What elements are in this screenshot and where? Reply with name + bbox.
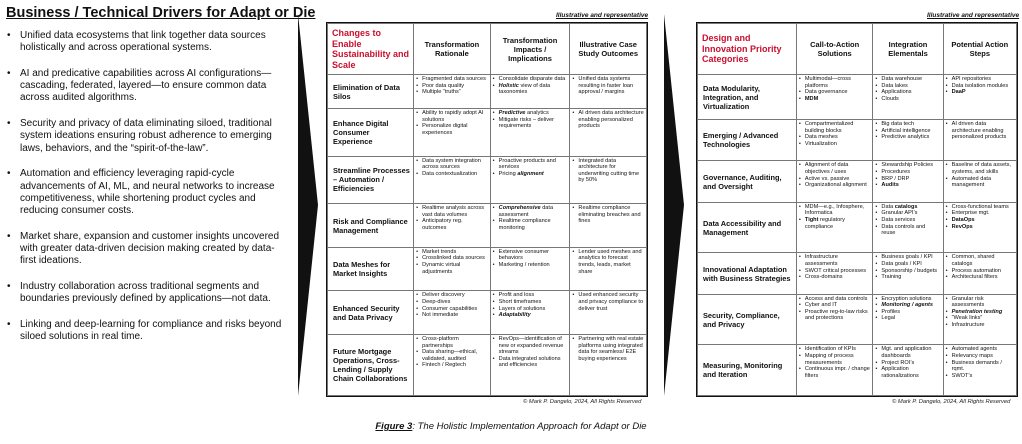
table-cell [873, 120, 943, 161]
illustrative-note: Illustrative and representative [556, 12, 649, 19]
table-row [698, 120, 1017, 161]
row-label: Enhance Digital Consumer Experience [328, 109, 414, 157]
cell-bullet: • Compartmentalized building blocks [799, 121, 871, 134]
cell-bullet: • Poor data quality [416, 83, 488, 90]
cell-bullet: • Access and data controls [799, 296, 871, 303]
chevron-arrow-icon [298, 14, 318, 396]
cell-bullet: • Layers of solutions [493, 306, 568, 313]
cell-bullet: • Comprehensive data assessment [493, 205, 568, 218]
cell-bullet: • BRP / DRP [875, 176, 940, 183]
cell-bullet: • Lender used meshes and analytics to forecast trends, leads, market share [572, 249, 644, 275]
cell-bullet: • Partnering with real estate platforms using integrated data for seamless/ E2E buying experiences [572, 336, 644, 362]
table-cell [414, 204, 491, 248]
illustrative-note: Illustrative and representative [927, 12, 1020, 19]
cell-bullet: • Data warehouse [875, 76, 940, 83]
table-cell [796, 294, 873, 345]
cell-bullet: • DataOps [946, 217, 1014, 224]
table-row [328, 109, 647, 157]
cell-bullet: • Architectural filters [946, 274, 1014, 281]
table-cell [570, 335, 647, 396]
cell-bullet: • Multimodal—cross platforms [799, 76, 871, 89]
cell-bullet: • RevOps—identification of new or expanded revenue streams [493, 336, 568, 356]
table-cell [570, 291, 647, 335]
table-cell [873, 161, 943, 202]
table-cell [490, 109, 570, 157]
table-row [328, 204, 647, 248]
row-label: Measuring, Monitoring and Iteration [698, 345, 797, 396]
figure-number: Figure 3 [375, 421, 413, 432]
table-cell [414, 291, 491, 335]
cell-bullet: • API repositories [946, 76, 1014, 83]
cell-bullet: • Data services [875, 217, 940, 224]
row-label: Streamline Processes – Automation / Efficiencies [328, 156, 414, 204]
driver-item: • Market share, expansion and customer insights uncovered with greater data-driven decision making created by data-first ideations. [6, 231, 288, 268]
cell-bullet: • Market trends [416, 249, 488, 256]
column-header: Integration Elementals [873, 24, 943, 75]
table-row [328, 291, 647, 335]
cell-bullet: • AI driven data architecture enabling personalized products [946, 121, 1014, 141]
cell-bullet: • Not immediate [416, 312, 488, 319]
table-cell [414, 247, 491, 291]
cell-bullet: • Business demands / rqmt. [946, 360, 1014, 373]
cell-bullet: • Data goals / KPI [875, 261, 940, 268]
table-row [698, 253, 1017, 294]
cell-bullet: • Relevancy maps [946, 353, 1014, 360]
cell-bullet: • Audits [875, 182, 940, 189]
cell-bullet: • Dynamic virtual adjustments [416, 262, 488, 275]
table-cell [570, 204, 647, 248]
cell-bullet: • SWOT’s [946, 373, 1014, 380]
table-cell [570, 156, 647, 204]
table-cell [490, 335, 570, 396]
cell-bullet: • Proactive products and services [493, 158, 568, 171]
cell-bullet: • Cross-functional teams [946, 204, 1014, 211]
table-cell [943, 294, 1016, 345]
cell-bullet: • Consumer capabilities [416, 306, 488, 313]
cell-bullet: • Mapping of process measurements [799, 353, 871, 366]
cell-bullet: • Organizational alignment [799, 182, 871, 189]
cell-bullet: • Cross-platform partnerships [416, 336, 488, 349]
row-label: Security, Compliance, and Privacy [698, 294, 797, 345]
cell-bullet: • DaaP [946, 89, 1014, 96]
driver-item: • Unified data ecosystems that link together data sources holistically and across operational systems. [6, 30, 288, 54]
cell-bullet: • Realtime compliance eliminating breaches and fines [572, 205, 644, 225]
cell-bullet: • Fintech / Regtech [416, 362, 488, 369]
cell-bullet: • MDM—e.g., Infosphere, Informatica [799, 204, 871, 217]
row-label: Emerging / Advanced Technologies [698, 120, 797, 161]
cell-bullet: • Consolidate disparate data [493, 76, 568, 83]
cell-bullet: • Proactive reg-to-law risks and protections [799, 309, 871, 322]
cell-bullet: • Project ROI’s [875, 360, 940, 367]
column-header: Transformation Impacts / Implications [490, 24, 570, 75]
changes-table-panel [326, 22, 648, 397]
drivers-list [6, 30, 288, 357]
driver-item: • Linking and deep-learning for compliance and risks beyond siloed solutions in real time. [6, 319, 288, 343]
cell-bullet: • Penetration testing [946, 309, 1014, 316]
cell-bullet: • Pricing alignment [493, 171, 568, 178]
cell-bullet: • Deliver discovery [416, 292, 488, 299]
column-header: Illustrative Case Study Outcomes [570, 24, 647, 75]
table-cell [490, 204, 570, 248]
cell-bullet: • Data isolation modules [946, 83, 1014, 90]
cell-bullet: • Cyber and IT [799, 302, 871, 309]
cell-bullet: • Data meshes [799, 134, 871, 141]
cell-bullet: • “Weak links” [946, 315, 1014, 322]
cell-bullet: • Automated agents [946, 346, 1014, 353]
chevron-arrow-icon [664, 14, 684, 396]
table-cell [490, 247, 570, 291]
cell-bullet: • Alignment of data objectives / uses [799, 162, 871, 175]
table-cell [943, 253, 1016, 294]
cell-bullet: • Extensive consumer behaviors [493, 249, 568, 262]
page-title: Business / Technical Drivers for Adapt or Die [6, 5, 316, 21]
table-row [328, 156, 647, 204]
table-row [698, 75, 1017, 120]
cell-bullet: • Profit and loss [493, 292, 568, 299]
table-cell [943, 161, 1016, 202]
cell-bullet: • Predictive analytics [493, 110, 568, 117]
cell-bullet: • Baseline of data assets, systems, and skills [946, 162, 1014, 175]
cell-bullet: • Data governance [799, 89, 871, 96]
cell-bullet: • Anticipatory reg. outcomes [416, 218, 488, 231]
cell-bullet: • Adaptability [493, 312, 568, 319]
driver-item: • AI and predicative capabilities across AI configurations—cascading, federated, layered—to ensure common data across audited algorithms. [6, 68, 288, 105]
cell-bullet: • Tight regulatory compliance [799, 217, 871, 230]
cell-bullet: • SWOT critical processes [799, 268, 871, 275]
cell-bullet: • Infrastructure [946, 322, 1014, 329]
cell-bullet: • Data lakes [875, 83, 940, 90]
cell-bullet: • Mgt. and application dashboards [875, 346, 940, 359]
table-cell [414, 109, 491, 157]
cell-bullet: • Data sharing—ethical, validated, audited [416, 349, 488, 362]
copyright-note: © Mark P. Dangelo, 2024, All Rights Reserved [523, 399, 642, 405]
cell-bullet: • Enterprise mgt. [946, 210, 1014, 217]
cell-bullet: • Active vs. passive [799, 176, 871, 183]
table-cell [943, 345, 1016, 396]
cell-bullet: • Holistic view of data taxonomies [493, 83, 568, 96]
table-cell [796, 253, 873, 294]
table-corner-heading: Changes to Enable Sustainability and Scale [328, 24, 414, 75]
cell-bullet: • Cross-domains [799, 274, 871, 281]
table-cell [570, 109, 647, 157]
table-cell [873, 253, 943, 294]
cell-bullet: • Training [875, 274, 940, 281]
design-table-panel [696, 22, 1018, 397]
table-cell [943, 202, 1016, 253]
driver-item: • Industry collaboration across traditional segments and boundaries previously defined by applications—not data. [6, 281, 288, 305]
row-label: Elimination of Data Silos [328, 75, 414, 109]
table-row [698, 161, 1017, 202]
cell-bullet: • Integrated data architecture for underwriting cutting time by 50% [572, 158, 644, 184]
table-row [328, 335, 647, 396]
row-label: Data Accessibility and Management [698, 202, 797, 253]
row-label: Innovational Adaptation with Business Strategies [698, 253, 797, 294]
cell-bullet: • Predictive analytics [875, 134, 940, 141]
cell-bullet: • Multiple “truths” [416, 89, 488, 96]
cell-bullet: • Continuous impr. / change filters [799, 366, 871, 379]
cell-bullet: • Realtime analysis across vast data volumes [416, 205, 488, 218]
cell-bullet: • Fragmented data sources [416, 76, 488, 83]
cell-bullet: • Infrastructure assessments [799, 254, 871, 267]
table-cell [873, 202, 943, 253]
cell-bullet: • AI driven data architecture enabling personalized products [572, 110, 644, 130]
cell-bullet: • Marketing / retention [493, 262, 568, 269]
cell-bullet: • Personalize digital experiences [416, 123, 488, 136]
table-cell [873, 345, 943, 396]
design-table [697, 23, 1017, 396]
changes-table [327, 23, 647, 396]
table-cell [490, 156, 570, 204]
driver-item: • Security and privacy of data eliminating siloed, traditional system ideations ensuring robust adherence to emerging laws, behaviors, and the “spirit-of-the-law”. [6, 118, 288, 155]
cell-bullet: • Data controls and reuse [875, 224, 940, 237]
table-row [698, 345, 1017, 396]
cell-bullet: • Automated data management [946, 176, 1014, 189]
table-cell [796, 120, 873, 161]
table-cell [796, 202, 873, 253]
cell-bullet: • RevOps [946, 224, 1014, 231]
cell-bullet: • Crosslinked data sources [416, 255, 488, 262]
cell-bullet: • Profiles [875, 309, 940, 316]
cell-bullet: • Applications [875, 89, 940, 96]
table-cell [796, 75, 873, 120]
cell-bullet: • Monitoring / agents [875, 302, 940, 309]
cell-bullet: • Granular API’s [875, 210, 940, 217]
column-header: Transformation Rationale [414, 24, 491, 75]
table-cell [570, 75, 647, 109]
table-cell [414, 156, 491, 204]
cell-bullet: • Artificial intelligence [875, 128, 940, 135]
cell-bullet: • Identification of KPIs [799, 346, 871, 353]
table-cell [490, 75, 570, 109]
row-label: Data Modularity, Integration, and Virtualization [698, 75, 797, 120]
figure-caption-text: : The Holistic Implementation Approach for Adapt or Die [412, 421, 647, 432]
table-cell [490, 291, 570, 335]
copyright-note: © Mark P. Dangelo, 2024, All Rights Reserved [892, 399, 1011, 405]
cell-bullet: • Data system integration across sources [416, 158, 488, 171]
cell-bullet: • Used enhanced security and privacy compliance to deliver trust [572, 292, 644, 312]
table-cell [570, 247, 647, 291]
cell-bullet: • Data contextualization [416, 171, 488, 178]
cell-bullet: • Data integrated solutions and efficiencies [493, 356, 568, 369]
table-row [698, 202, 1017, 253]
cell-bullet: • Ability to rapidly adopt AI solutions [416, 110, 488, 123]
row-label: Data Meshes for Market Insights [328, 247, 414, 291]
cell-bullet: • Legal [875, 315, 940, 322]
table-cell [943, 75, 1016, 120]
table-cell [873, 294, 943, 345]
row-label: Enhanced Security and Data Privacy [328, 291, 414, 335]
cell-bullet: • Encryption solutions [875, 296, 940, 303]
cell-bullet: • Business goals / KPI [875, 254, 940, 261]
cell-bullet: • Realtime compliance monitoring [493, 218, 568, 231]
cell-bullet: • Short timeframes [493, 299, 568, 306]
table-cell [943, 120, 1016, 161]
cell-bullet: • Mitigate risks – deliver requirements [493, 117, 568, 130]
cell-bullet: • Virtualization [799, 141, 871, 148]
cell-bullet: • MDM [799, 96, 871, 103]
cell-bullet: • Stewardship Policies [875, 162, 940, 169]
row-label: Future Mortgage Operations, Cross-Lending / Supply Chain Collaborations [328, 335, 414, 396]
cell-bullet: • Unified data systems resulting in faster loan approval / margins [572, 76, 644, 96]
table-row [328, 247, 647, 291]
row-label: Governance, Auditing, and Oversight [698, 161, 797, 202]
table-cell [796, 161, 873, 202]
table-cell [414, 75, 491, 109]
column-header: Potential Action Steps [943, 24, 1016, 75]
figure-caption [0, 421, 1022, 432]
cell-bullet: • Granular risk assessments [946, 296, 1014, 309]
column-header: Call-to-Action Solutions [796, 24, 873, 75]
table-row [698, 294, 1017, 345]
cell-bullet: • Big data tech [875, 121, 940, 128]
cell-bullet: • Application rationalizations [875, 366, 940, 379]
table-cell [873, 75, 943, 120]
row-label: Risk and Compliance Management [328, 204, 414, 248]
cell-bullet: • Common, shared catalogs [946, 254, 1014, 267]
cell-bullet: • Clouds [875, 96, 940, 103]
table-cell [796, 345, 873, 396]
table-cell [414, 335, 491, 396]
driver-item: • Automation and efficiency leveraging rapid-cycle advancements of AI, ML, and neural networks to increase competitiveness, while shortening product cycles and reducing consumer costs. [6, 168, 288, 217]
cell-bullet: • Sponsorship / budgets [875, 268, 940, 275]
cell-bullet: • Procedures [875, 169, 940, 176]
cell-bullet: • Process automation [946, 268, 1014, 275]
cell-bullet: • Data catalogs [875, 204, 940, 211]
table-row [328, 75, 647, 109]
cell-bullet: • Deep-dives [416, 299, 488, 306]
table-corner-heading: Design and Innovation Priority Categories [698, 24, 797, 75]
